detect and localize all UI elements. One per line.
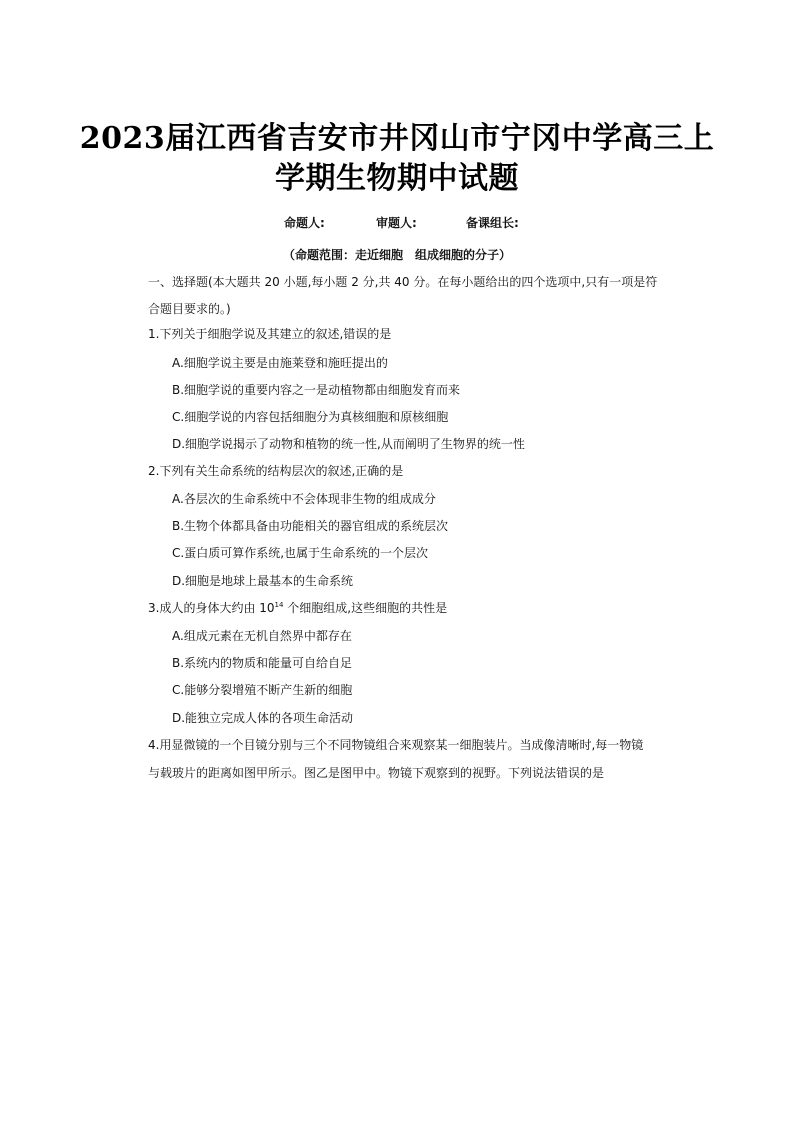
question-option: D.能独立完成人体的各项生命活动 bbox=[172, 711, 354, 725]
stem-text: 3.成人的身体大约由 10 bbox=[148, 601, 275, 615]
question-option: D.细胞是地球上最基本的生命系统 bbox=[172, 574, 354, 588]
author-label: 命题人: bbox=[284, 216, 325, 230]
stem-exponent: 14 bbox=[274, 601, 284, 609]
question-option: A.细胞学说主要是由施莱登和施旺提出的 bbox=[172, 356, 388, 370]
section-instructions-line2: 合题目要求的。) bbox=[148, 302, 231, 316]
question-option: B.生物个体都具备由功能相关的器官组成的系统层次 bbox=[172, 519, 449, 533]
question-stem-line1: 4.用显微镜的一个目镜分别与三个不同物镜组合来观察某一细胞装片。当成像清晰时,每一物镜 bbox=[148, 738, 644, 752]
exam-title-line2: 学期生物期中试题 bbox=[275, 161, 519, 196]
exam-scope: （命题范围：走近细胞 组成细胞的分子） bbox=[282, 248, 511, 262]
reviewer-label: 审题人: bbox=[376, 216, 417, 230]
stem-text: 个细胞组成,这些细胞的共性是 bbox=[283, 601, 448, 615]
question-option: C.细胞学说的内容包括细胞分为真核细胞和原核细胞 bbox=[172, 410, 449, 424]
question-option: C.能够分裂增殖不断产生新的细胞 bbox=[172, 683, 353, 697]
leader-label: 备课组长: bbox=[466, 216, 519, 230]
question-stem bbox=[148, 599, 688, 617]
question-option: A.各层次的生命系统中不会体现非生物的组成成分 bbox=[172, 492, 436, 506]
section-instructions-line1: 一、选择题(本大题共 20 小题,每小题 2 分,共 40 分。在每小题给出的四个选项中,只有一项是符 bbox=[148, 275, 658, 289]
question-option: B.系统内的物质和能量可自给自足 bbox=[172, 656, 353, 670]
exam-meta bbox=[0, 214, 794, 232]
question-option: D.细胞学说揭示了动物和植物的统一性,从而阐明了生物界的统一性 bbox=[172, 437, 525, 451]
question-stem-line2: 与载玻片的距离如图甲所示。图乙是图甲中。物镜下观察到的视野。下列说法错误的是 bbox=[148, 766, 605, 780]
question-option: B.细胞学说的重要内容之一是动植物都由细胞发育而来 bbox=[172, 383, 461, 397]
question-stem: 1.下列关于细胞学说及其建立的叙述,错误的是 bbox=[148, 327, 392, 341]
question-stem: 2.下列有关生命系统的结构层次的叙述,正确的是 bbox=[148, 464, 404, 478]
question-option: A.组成元素在无机自然界中都存在 bbox=[172, 629, 352, 643]
question-option: C.蛋白质可算作系统,也属于生命系统的一个层次 bbox=[172, 546, 429, 560]
exam-title-line1: 2023届江西省吉安市井冈山市宁冈中学高三上 bbox=[79, 121, 715, 156]
